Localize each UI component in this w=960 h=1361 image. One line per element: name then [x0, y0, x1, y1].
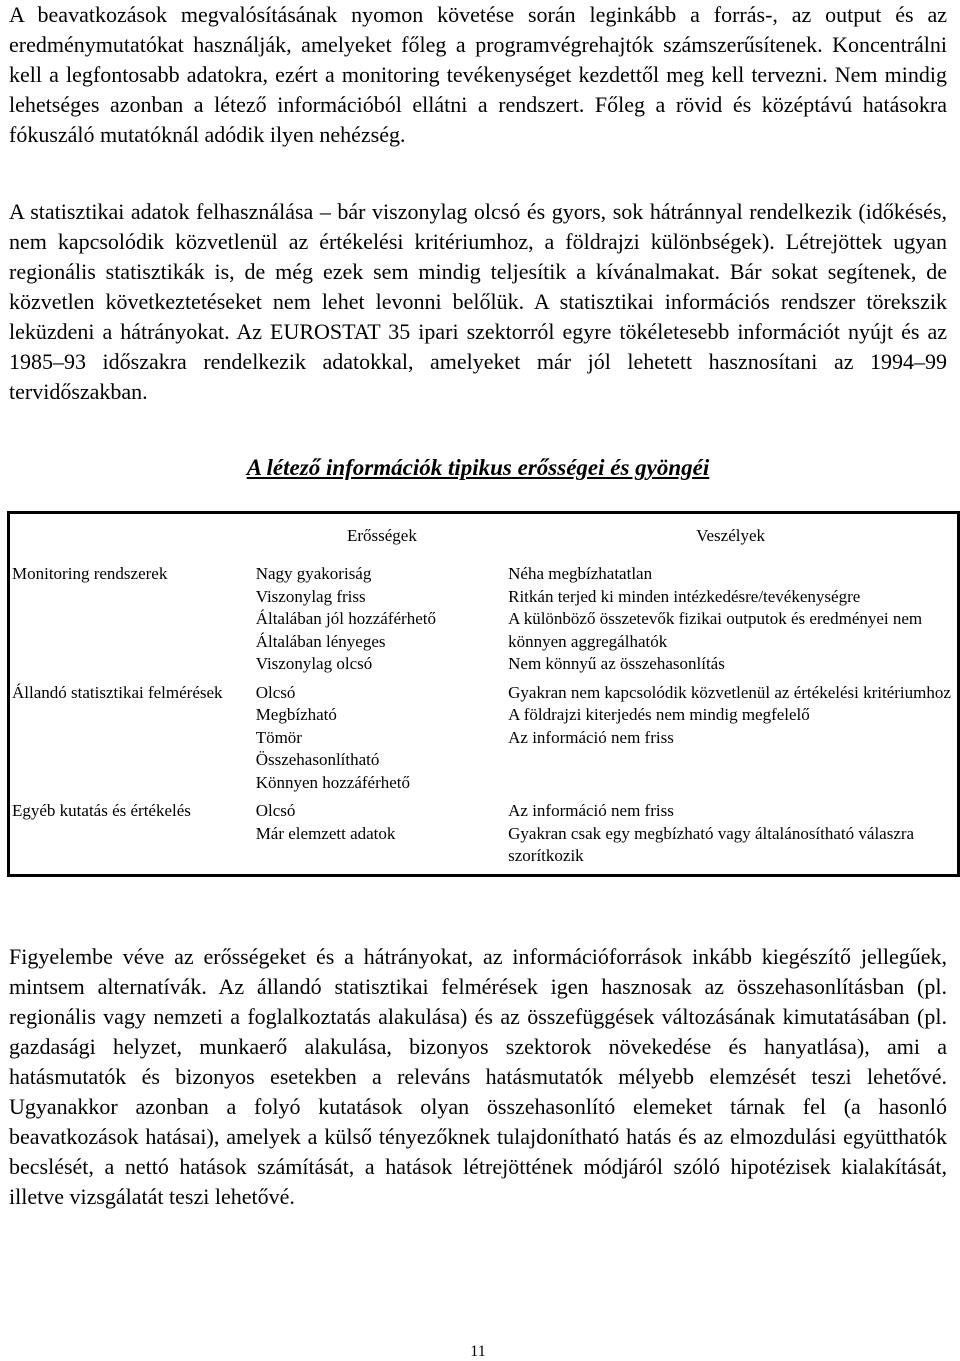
- weakness-item: Az információ nem friss: [508, 801, 674, 820]
- strengths-cell: [256, 800, 508, 868]
- weaknesses-cell: [508, 682, 958, 795]
- weakness-item: Ritkán terjed ki minden intézkedésre/tevékenységre: [508, 586, 861, 606]
- row-label: Monitoring rendszerek: [12, 564, 168, 583]
- strength-item: Viszonylag friss: [255, 586, 366, 606]
- strengths-weaknesses-table: [7, 511, 960, 877]
- weaknesses-cell: [508, 800, 958, 868]
- weakness-item: Nem könnyű az összehasonlítás: [508, 654, 725, 673]
- weakness-item: A különböző összetevők fizikai outputok és eredményei nem könnyen aggregálhatók: [508, 609, 923, 651]
- paragraph-statistics: A statisztikai adatok felhasználása – bár viszonylag olcsó és gyors, sok hátránnyal rendelkezik (időkésés, nem kapcsolódik közvetlenül az értékelési kritériumhoz, a földrajzi különbségek). Létrejöttek ugyan regionális statisztikák is, de még ezek sem mindig teljesítik a kívánalmakat. Bár sokat segítenek, de közvetlen következtetéseket nem lehet levonni belőlük. A statisztikai információs rendszer törekszik leküzdeni a hátrányokat. Az EUROSTAT 35 ipari szektorról egyre tökéletesebb információt nyújt és az 1985–93 időszakra rendelkezik adatokkal, amelyeket már jól lehetett hasznosítani az 1994–99 tervidőszakban.: [9, 199, 947, 404]
- strength-item: Olcsó: [255, 682, 296, 702]
- strength-item: Tömör: [255, 727, 302, 747]
- paragraph-monitoring: A beavatkozások megvalósításának nyomon követése során leginkább a forrás-, az output és az eredménymutatókat használják, amelyeket főleg a programvégrehajtók számszerűsítenek. Koncentrálni kell a legfontosabb adatokra, ezért a monitoring tevékenységet kezdettől meg kell tervezni. Nem mindig lehetséges azonban a létező információból ellátni a rendszert. Főleg a rövid és középtávú hatásokra fókuszáló mutatóknál adódik ilyen nehézség.: [9, 2, 947, 147]
- weakness-item: A földrajzi kiterjedés nem mindig megfelelő: [508, 705, 810, 724]
- weakness-item: Az információ nem friss: [508, 727, 674, 747]
- strength-item: Összehasonlítható: [255, 750, 380, 769]
- strength-item: Általában jól hozzáférhető: [255, 609, 436, 628]
- strength-item: Nagy gyakoriság: [255, 564, 372, 583]
- table-header-weaknesses: Veszélyek: [696, 526, 766, 545]
- table-header-strengths: Erősségek: [346, 526, 417, 545]
- table-row: [9, 682, 959, 795]
- strength-item: Könnyen hozzáférhető: [255, 772, 411, 792]
- strengths-cell: [256, 682, 508, 795]
- weakness-item: Gyakran nem kapcsolódik közvetlenül az értékelési kritériumhoz: [508, 682, 951, 702]
- strength-item: Megbízható: [255, 705, 337, 724]
- strength-item: Általában lényeges: [255, 631, 386, 651]
- weakness-item: Néha megbízhatatlan: [508, 564, 653, 583]
- weaknesses-cell: [508, 561, 958, 676]
- paragraph-conclusion: Figyelembe véve az erősségeket és a hátrányokat, az információforrások inkább kiegészítő jellegűek, mintsem alternatívák. Az állandó statisztikai felmérések igen hasznosak az összehasonlításban (pl. regionális vagy nemzeti a foglalkoztatás alakulása) és az összefüggések változásának kimutatásában (pl. gazdasági helyzet, munkaerő alakulása, bizonyos szektorok növekedése és hanyatlása), ami a hatásmutatók és bizonyos esetekben a releváns hatásmutatók mélyebb elemzését teszi lehetővé. Ugyanakkor azonban a folyó kutatások olyan összehasonlító elemeket tárnak fel (a hasonló beavatkozások hatásai), amelyek a külső tényezőknek tulajdonítható hatás és az elmozdulási együtthatók becslését, a nettó hatások számítását, a hatások létrejöttének módjáról szóló hipotézisek kialakítását, illetve vizsgálatát teszi lehetővé.: [9, 944, 947, 1209]
- table-row: [9, 561, 959, 676]
- table-header-empty: [9, 513, 256, 562]
- page-number: 11: [470, 1343, 486, 1360]
- table-row: [9, 800, 959, 868]
- strength-item: Viszonylag olcsó: [255, 654, 373, 673]
- table-title: A létező információk tipikus erősségei és gyöngéi: [246, 455, 710, 480]
- strengths-cell: [256, 561, 508, 676]
- strength-item: Olcsó: [255, 801, 296, 820]
- weakness-item: Gyakran csak egy megbízható vagy általánosítható válaszra szorítkozik: [508, 823, 915, 865]
- row-label: Egyéb kutatás és értékelés: [12, 801, 191, 820]
- strength-item: Már elemzett adatok: [255, 823, 396, 843]
- row-label: Állandó statisztikai felmérések: [12, 682, 223, 702]
